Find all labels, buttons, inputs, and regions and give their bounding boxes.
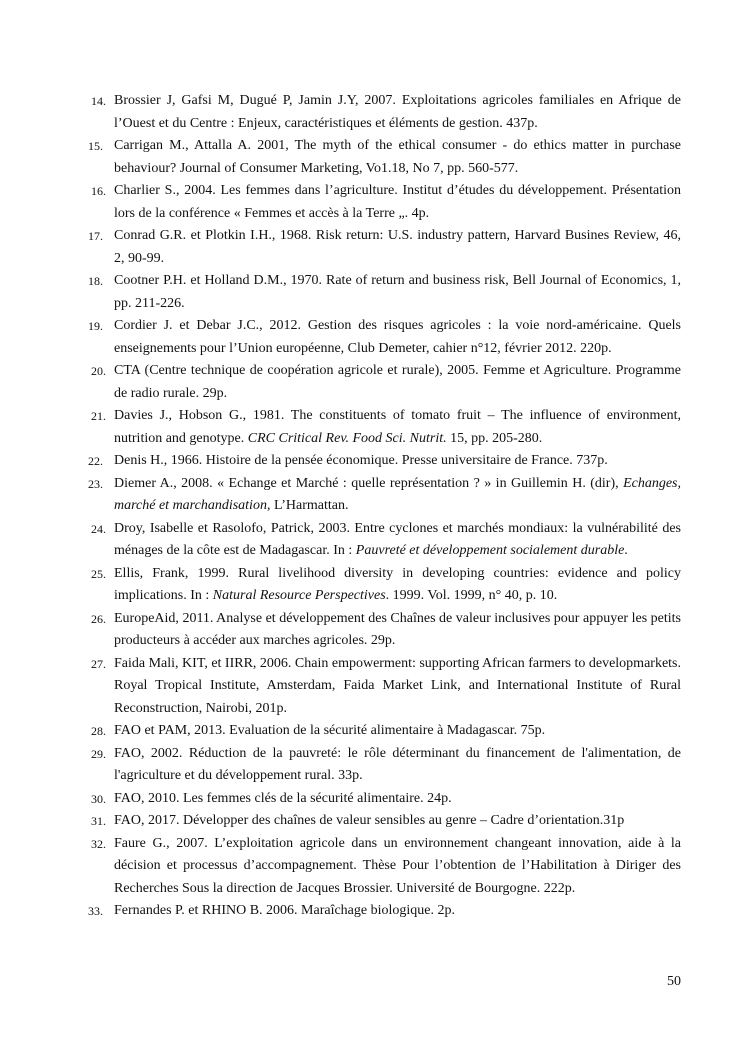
page-number: 50	[667, 974, 681, 989]
reference-text	[114, 521, 681, 559]
reference-text: FAO, 2010. Les femmes clés de la sécurité alimentaire. 24p.	[114, 790, 452, 806]
reference-number: 31.	[91, 814, 106, 828]
reference-text-part: Droy, Isabelle et Rasolofo, Patrick, 2003. Entre cyclones et marchés mondiaux: la vulnérabilité des ménages de la côte est de Madagascar. In :	[114, 520, 681, 558]
reference-number: 22.	[88, 454, 103, 468]
reference-number: 14.	[91, 94, 106, 108]
reference-text-part: Davies J., Hobson G., 1981. The constituents of tomato fruit – The influence of environment, nutrition and genotype.	[114, 408, 681, 446]
reference-item	[86, 405, 681, 450]
reference-item	[86, 315, 681, 360]
reference-text	[114, 566, 681, 604]
reference-item	[86, 743, 681, 788]
reference-text: FAO et PAM, 2013. Evaluation de la sécurité alimentaire à Madagascar. 75p.	[114, 723, 546, 738]
reference-text: FAO, 2002. Réduction de la pauvreté: le rôle déterminant du financement de l'alimentation, de l'agriculture et du développement rural. 33p.	[114, 745, 681, 783]
reference-text: Faure G., 2007. L’exploitation agricole dans un environnement changeant innovation, aide à la décision et processus d’accompagnement. Thèse Pour l’obtention de l’Habilitation à Diriger des Recherches Sous la direction de Jacques Brossier. Université de Bourgogne. 222p.	[114, 835, 681, 896]
reference-item	[86, 180, 681, 225]
reference-book-title: Pauvreté et développement socialement durable	[355, 543, 625, 558]
reference-item	[86, 270, 681, 315]
reference-text: Brossier J, Gafsi M, Dugué P, Jamin J.Y, 2007. Exploitations agricoles familiales en Afrique de l’Ouest et du Centre : Enjeux, caractéristiques et éléments de gestion. 437p.	[114, 93, 681, 131]
reference-item	[86, 810, 681, 833]
reference-text: Cordier J. et Debar J.C., 2012. Gestion des risques agricoles : la voie nord-américaine. Quels enseignements pour l’Union européenne, Club Demeter, cahier n°12, février 2012. 220p.	[114, 318, 681, 356]
reference-text-part: 15, pp. 205-280.	[446, 430, 543, 446]
reference-number: 33.	[88, 904, 103, 918]
reference-number: 26.	[91, 611, 106, 626]
reference-list	[86, 90, 681, 923]
reference-text	[114, 408, 681, 446]
reference-item	[86, 720, 681, 743]
reference-text: FAO, 2017. Développer des chaînes de valeur sensibles au genre – Cadre d’orientation.31p	[114, 813, 625, 828]
reference-item	[86, 900, 681, 923]
reference-journal-title: Natural Resource Perspectives	[212, 588, 386, 603]
reference-number: 27.	[91, 656, 106, 671]
reference-number: 23.	[88, 476, 103, 491]
reference-text-part: .	[624, 543, 628, 558]
reference-number: 17.	[88, 229, 103, 243]
reference-journal-title: CRC Critical Rev. Food Sci. Nutrit.	[247, 430, 447, 446]
reference-number: 32.	[91, 836, 106, 851]
reference-number: 30.	[91, 791, 106, 806]
reference-text: EuropeAid, 2011. Analyse et développement des Chaînes de valeur inclusives pour appuyer les petits producteurs à accéder aux marches agricoles. 29p.	[114, 610, 681, 648]
reference-item	[86, 518, 681, 563]
reference-text: Carrigan M., Attalla A. 2001, The myth of the ethical consumer - do ethics matter in purchase behaviour? Journal of Consumer Marketing, Vo1.18, No 7, pp. 560-577.	[114, 138, 681, 176]
reference-text	[114, 476, 681, 514]
reference-text-part: Ellis, Frank, 1999. Rural livelihood diversity in developing countries: evidence and policy implications. In :	[114, 565, 681, 603]
reference-text: Cootner P.H. et Holland D.M., 1970. Rate of return and business risk, Bell Journal of Economics, 1, pp. 211-226.	[114, 273, 681, 311]
reference-item	[86, 563, 681, 608]
reference-item	[86, 135, 681, 180]
reference-number: 24.	[91, 521, 106, 536]
reference-item	[86, 450, 681, 473]
reference-number: 21.	[91, 409, 106, 423]
reference-item	[86, 360, 681, 405]
reference-item	[86, 225, 681, 270]
reference-text: CTA (Centre technique de coopération agricole et rurale), 2005. Femme et Agriculture. Programme de radio rurale. 29p.	[114, 363, 681, 401]
reference-item	[86, 473, 681, 518]
reference-number: 20.	[91, 364, 106, 378]
reference-item	[86, 90, 681, 135]
reference-book-title: Echanges, marché et marchandisation	[114, 475, 681, 513]
reference-number: 28.	[91, 724, 106, 738]
reference-number: 15.	[88, 139, 103, 153]
reference-number: 19.	[88, 319, 103, 333]
reference-number: 29.	[91, 746, 106, 761]
reference-item	[86, 788, 681, 811]
reference-text: Denis H., 1966. Histoire de la pensée économique. Presse universitaire de France. 737p.	[114, 453, 608, 468]
reference-text-part: . 1999. Vol. 1999, n° 40, p. 10.	[385, 588, 558, 603]
reference-item	[86, 653, 681, 721]
reference-text: Conrad G.R. et Plotkin I.H., 1968. Risk return: U.S. industry pattern, Harvard Busines Review, 46, 2, 90-99.	[114, 228, 681, 266]
reference-number: 16.	[91, 184, 106, 198]
reference-number: 18.	[88, 274, 103, 288]
reference-text-part: Diemer A., 2008. « Echange et Marché : quelle représentation ? » in Guillemin H. (dir),	[114, 475, 624, 491]
reference-text: Fernandes P. et RHINO B. 2006. Maraîchage biologique. 2p.	[114, 903, 455, 918]
reference-number: 25.	[91, 566, 106, 581]
reference-text: Faida Mali, KIT, et IIRR, 2006. Chain empowerment: supporting African farmers to developmarkets. Royal Tropical Institute, Amsterdam, Faida Market Link, and International Institute of Rural Reconstruction, Nairobi, 201p.	[114, 655, 681, 716]
reference-item	[86, 833, 681, 901]
reference-item	[86, 608, 681, 653]
reference-text-part: , L’Harmattan.	[266, 498, 349, 513]
reference-text: Charlier S., 2004. Les femmes dans l’agriculture. Institut d’études du développement. Présentation lors de la conférence « Femmes et accès à la Terre „. 4p.	[114, 183, 681, 221]
